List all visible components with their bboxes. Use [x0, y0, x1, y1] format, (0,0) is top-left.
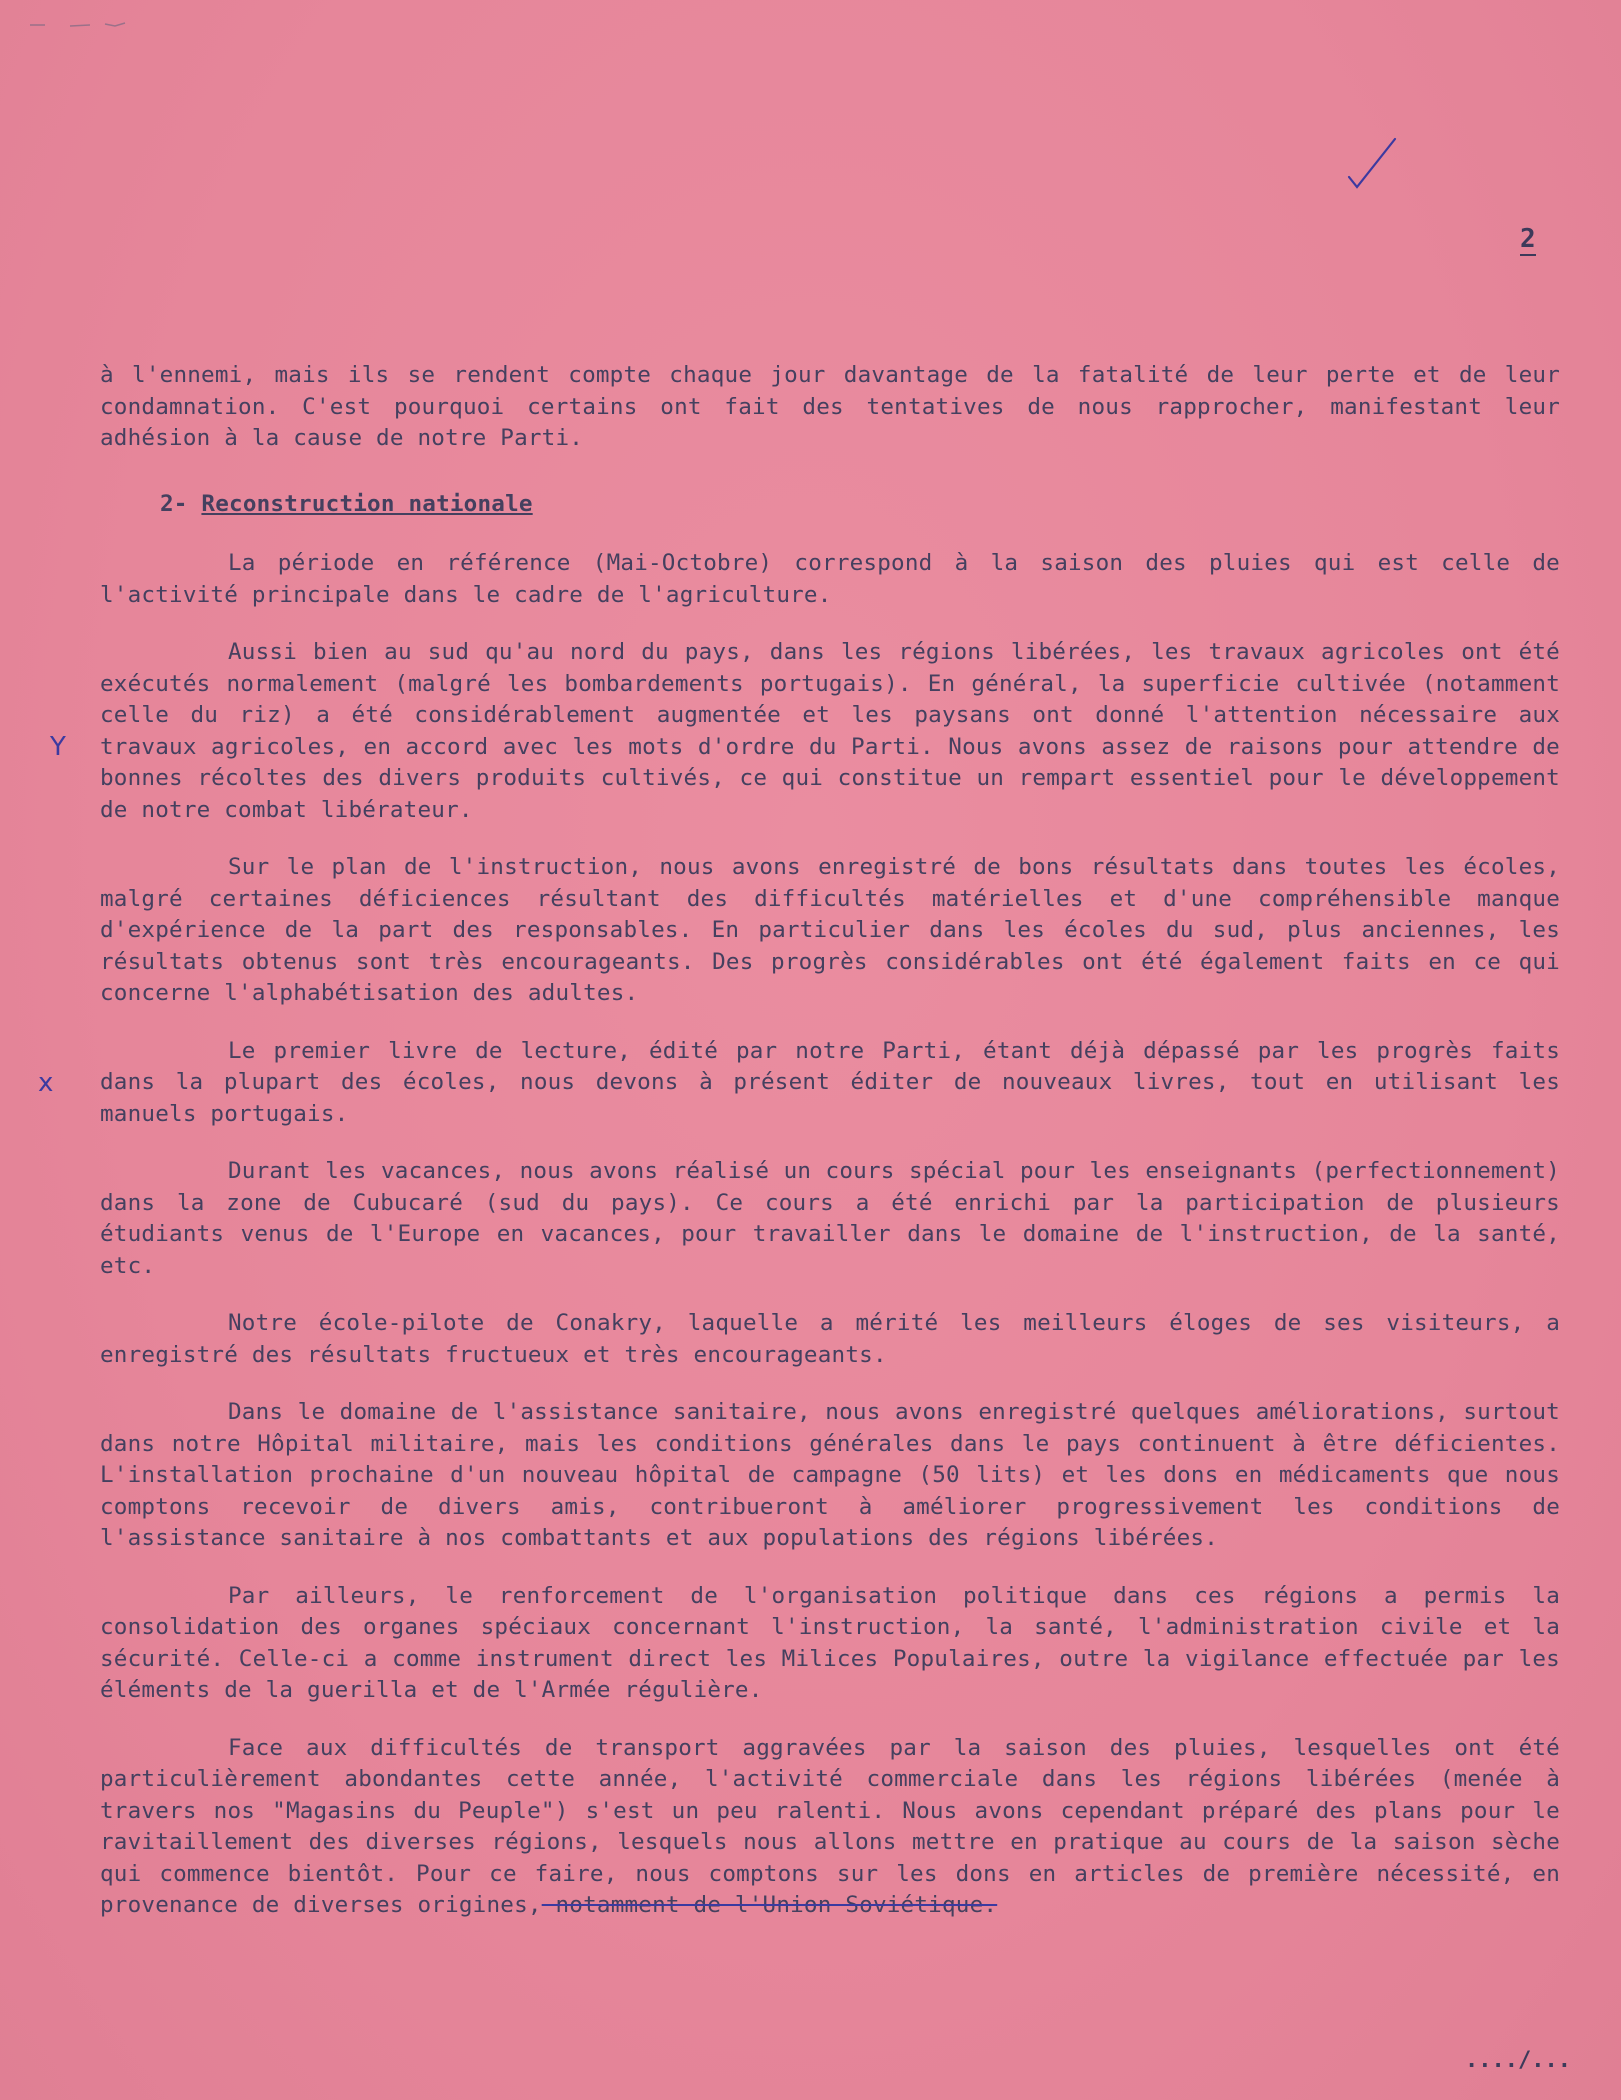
margin-mark-x: x [38, 1068, 54, 1098]
page-number: 2 [1520, 224, 1536, 254]
struck-text: notamment de l'Union Soviétique. [541, 1892, 998, 1918]
section-title: Reconstruction nationale [201, 490, 533, 517]
margin-mark-y: Y [50, 732, 66, 762]
paragraph: Durant les vacances, nous avons réalisé un cours spécial pour les enseignants (perfectionnement) dans la zone de Cubucaré (sud du pays). Ce cours a été enrichi par la participation de plusieurs étudiants venus de l'Europe en vacances, pour travailler dans le domaine de l'instruction, de la santé, etc. [100, 1158, 1560, 1279]
continuation-mark: ..../... [1465, 2048, 1571, 2073]
paragraph: Dans le domaine de l'assistance sanitaire, nous avons enregistré quelques améliorations, surtout dans notre Hôpital militaire, mais les conditions générales dans le pays continuent à être déficientes. L'installation prochaine d'un nouveau hôpital de campagne (50 lits) et les dons en médicaments que nous comptons recevoir de divers amis, contribueront à améliorer progressivement les conditions de l'assistance sanitaire à nos combattants et aux populations des régions libérées. [100, 1399, 1560, 1551]
paragraph-intro: à l'ennemi, mais ils se rendent compte chaque jour davantage de la fatalité de leur perte et de leur condamnation. C'est pourquoi certains ont fait des tentatives de nous rapprocher, manifestant leur adhésion à la cause de notre Parti. [100, 362, 1560, 451]
paragraph: Notre école-pilote de Conakry, laquelle a mérité les meilleurs éloges de ses visiteurs, a enregistré des résultats fructueux et très encourageants. [100, 1310, 1560, 1368]
paragraph: Par ailleurs, le renforcement de l'organisation politique dans ces régions a permis la consolidation des organes spéciaux concernant l'instruction, la santé, l'administration civile et la sécurité. Celle-ci a comme instrument direct les Milices Populaires, outre la vigilance effectuée par les éléments de la guerilla et de l'Armée régulière. [100, 1582, 1560, 1703]
section-number: 2- [160, 490, 188, 517]
paragraph-last [100, 1733, 1560, 1922]
paragraph-last-text: Face aux difficultés de transport aggravées par la saison des pluies, lesquelles ont été particulièrement abondantes cette année, l'activité commerciale dans les régions libérées (menée à travers nos "Magasins du Peuple") s'est un peu ralenti. Nous avons cependant préparé des plans pour le ravitaillement des diverses régions, lesquels nous allons mettre en pratique au cours de la saison sèche qui commence bientôt. Pour ce faire, nous comptons sur les dons en articles de première nécessité, en provenance de diverses origines, [100, 1734, 1560, 1918]
paragraph: Le premier livre de lecture, édité par notre Parti, étant déjà dépassé par les progrès faits dans la plupart des écoles, nous devons à présent éditer de nouveaux livres, tout en utilisant les manuels portugais. [100, 1037, 1560, 1127]
document-body [100, 360, 1560, 1922]
paragraph: La période en référence (Mai-Octobre) correspond à la saison des pluies qui est celle de l'activité principale dans le cadre de l'agriculture. [100, 550, 1560, 608]
corner-smudge [30, 20, 150, 30]
checkmark-icon [1345, 135, 1405, 195]
section-heading [100, 489, 1560, 521]
paragraph: Aussi bien au sud qu'au nord du pays, dans les régions libérées, les travaux agricoles ont été exécutés normalement (malgré les bombardements portugais). En général, la superficie cultivée (notamment celle du riz) a été considérablement augmentée et les paysans ont donné l'attention nécessaire aux travaux agricoles, en accord avec les mots d'ordre du Parti. Nous avons assez de raisons pour attendre de bonnes récoltes des divers produits cultivés, ce qui constitue un rempart essentiel pour le développement de notre combat libérateur. [100, 639, 1560, 823]
paragraph: Sur le plan de l'instruction, nous avons enregistré de bons résultats dans toutes les écoles, malgré certaines déficiences résultant des difficultés matérielles et d'une compréhensible manque d'expérience de la part des responsables. En particulier dans les écoles du sud, plus anciennes, les résultats obtenus sont très encourageants. Des progrès considérables ont été également faits en ce qui concerne l'alphabétisation des adultes. [100, 854, 1560, 1006]
